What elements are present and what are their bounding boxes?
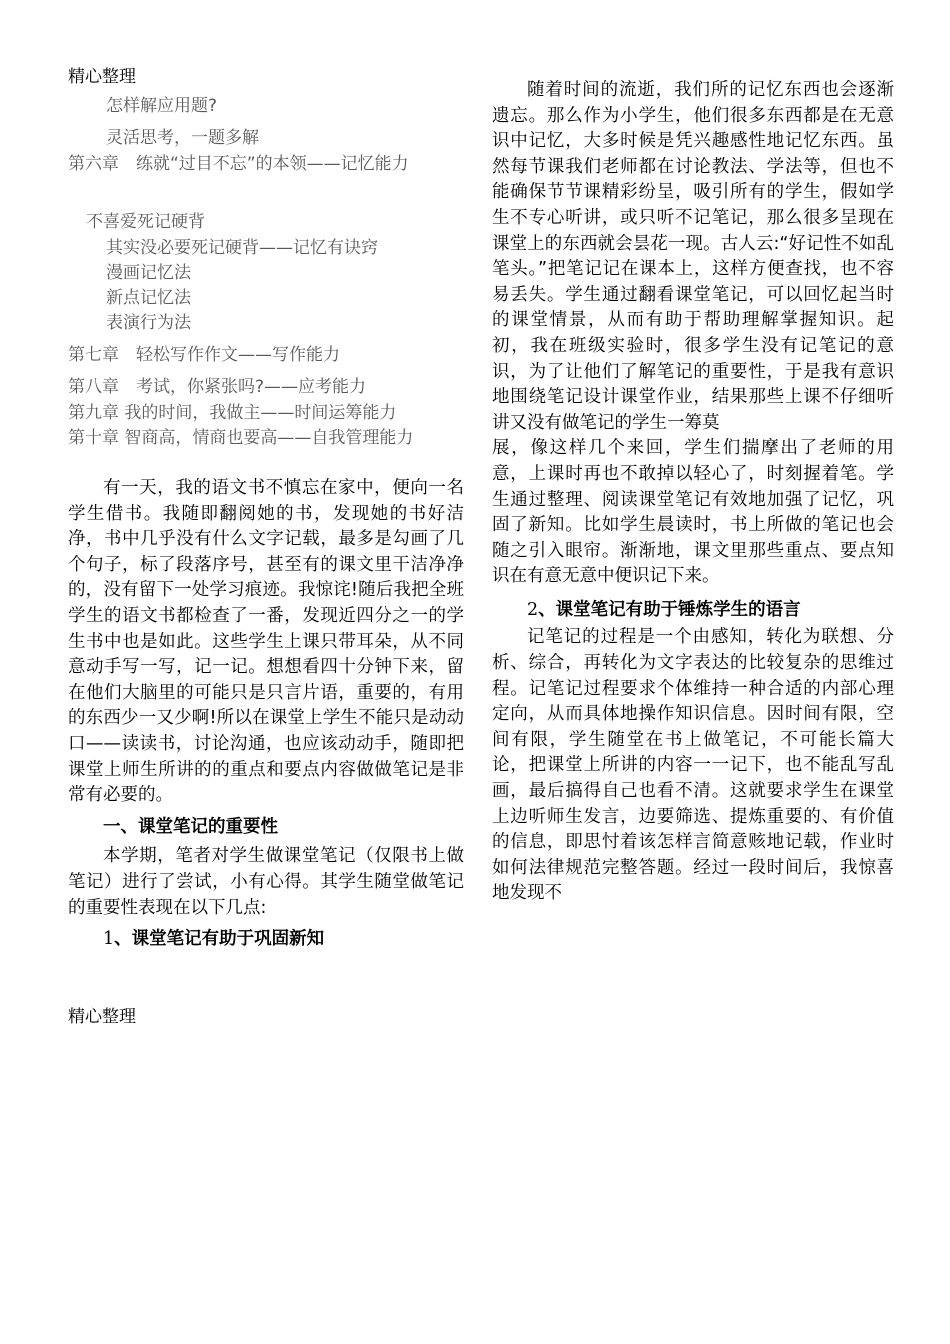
point-number: 1 bbox=[103, 929, 115, 950]
toc-chapter-9: 第九章 我的时间，我做主——时间运筹能力 bbox=[68, 403, 397, 423]
body-paragraph: 有一天，我的语文书不慎忘在家中，便向一名学生借书。我随即翻阅她的书，发现她的书好洁净，书中几乎没有什么文字记载，最多是勾画了几个句子，标了段落序号，甚至有的课文里干洁净净的，没有留下一处学习痕迹。我惊诧!随后我把全班学生的语文书都检查了一番，发现近四分之一的学生书中也是如此。这些学生上课只带耳朵，从不同意动手写一写，记一记。想想看四十分钟下来，留在他们大脑里的可能只是只言片语，重要的，有用的东西少一又少啊!所以在课堂上学生不能只是动动口——读读书，讨论沟通，也应该动动手，随即把课堂上师生所讲的的重点和要点内容做做笔记是非常有必要的。 bbox=[68, 478, 464, 806]
point-title: 、课堂笔记有助于锤炼学生的语言 bbox=[538, 599, 801, 620]
toc-item: 怎样解应用题? bbox=[106, 96, 218, 116]
toc-subheading: 不喜爱死记硬背 bbox=[86, 212, 205, 232]
left-column bbox=[68, 476, 464, 953]
right-column bbox=[492, 78, 894, 907]
page-footer: 精心整理 bbox=[68, 1007, 136, 1027]
toc-item: 新点记忆法 bbox=[106, 288, 191, 308]
body-paragraph: 记笔记的过程是一个由感知，转化为联想、分析、综合，再转化为文字表达的比较复杂的思维过程。记笔记过程要求个体维持一种合适的内部心理定向，从而具体地操作知识信息。因时间有限，空间有限，学生随堂在书上做笔记，不可能长篇大论，把课堂上所讲的内容一一记下，也不能乱写乱画，最后搞得自己也看不清。这就要求学生在课堂上边听师生发言，边要筛选、提炼重要的、有价值的信息，即思忖着该怎样言简意赅地记载，作业时如何法律规范完整答题。经过一段时间后，我惊喜地发现不 bbox=[492, 627, 894, 904]
body-paragraph: 随着时间的流逝，我们所的记忆东西也会逐渐遗忘。那么作为小学生，他们很多东西都是在无意识中记忆，大多时候是凭兴趣感性地记忆东西。虽然每节课我们老师都在讨论教法、学法等，但也不能确保节节课精彩纷呈，吸引所有的学生，假如学生不专心听讲，或只听不记笔记，那么很多呈现在课堂上的东西就会昙花一现。古人云:“好记性不如乱笔头。”把笔记记在课本上，这样方便查找，也不容易丢失。学生通过翻看课堂笔记，可以回忆起当时的课堂情景，从而有助于帮助理解掌握知识。起初，我在班级实验时，很多学生没有记笔记的意识，为了让他们了解笔记的重要性，于是我有意识地围绕笔记设计课堂作业，结果那些上课不仔细听讲又没有做笔记的学生一筹莫 bbox=[492, 80, 894, 433]
toc-item: 其实没必要死记硬背——记忆有诀窍 bbox=[106, 238, 378, 258]
point-heading bbox=[492, 598, 894, 624]
body-paragraph-continued: 展，像这样几个来回，学生们揣摩出了老师的用意，上课时再也不敢掉以轻心了，时刻握着笔。学生通过整理、阅读课堂笔记有效地加强了记忆，巩固了新知。比如学生晨读时，书上所做的笔记也会随之引入眼帘。渐渐地，课文里那些重点、要点知识在有意无意中便识记下来。 bbox=[492, 438, 894, 587]
body-paragraph: 本学期，笔者对学生做课堂笔记（仅限书上做笔记）进行了尝试，小有心得。其学生随堂做笔记的重要性表现在以下几点: bbox=[68, 846, 464, 918]
point-heading bbox=[68, 927, 464, 953]
point-title: 、课堂笔记有助于巩固新知 bbox=[114, 929, 325, 950]
toc-chapter-8: 第八章 考试，你紧张吗?——应考能力 bbox=[68, 377, 367, 397]
section-heading: 一、课堂笔记的重要性 bbox=[103, 816, 278, 837]
toc-item: 漫画记忆法 bbox=[106, 263, 191, 283]
toc-chapter-6: 第六章 练就“过目不忘”的本领——记忆能力 bbox=[68, 154, 409, 174]
point-number: 2 bbox=[527, 599, 539, 620]
toc-chapter-10: 第十章 智商高，情商也要高——自我管理能力 bbox=[68, 428, 414, 448]
toc-chapter-7: 第七章 轻松写作作文——写作能力 bbox=[68, 345, 340, 365]
page-header: 精心整理 bbox=[68, 67, 136, 87]
toc-item: 灵活思考，一题多解 bbox=[106, 128, 259, 148]
toc-item: 表演行为法 bbox=[106, 313, 191, 333]
